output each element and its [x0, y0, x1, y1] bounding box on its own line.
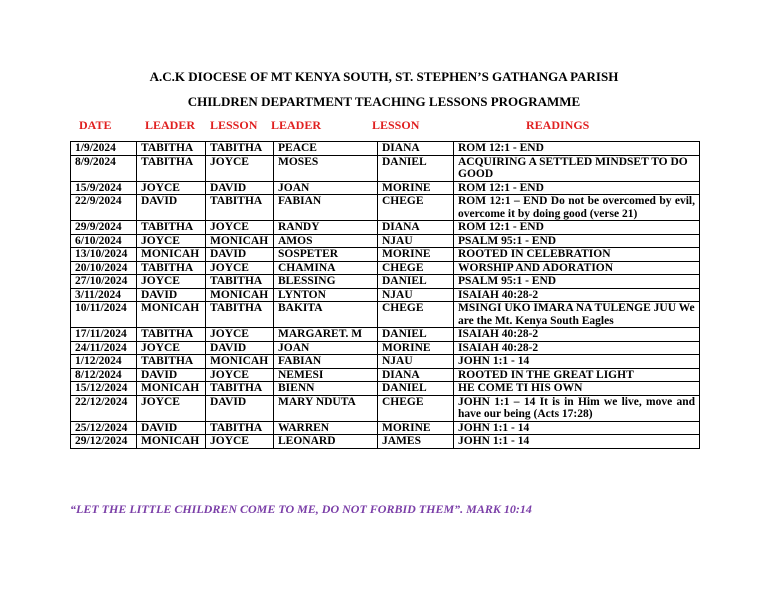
reading-cell: JOHN 1:1 - 14 [454, 421, 700, 435]
date-cell: 1/12/2024 [71, 355, 137, 369]
date-cell: 22/12/2024 [71, 395, 137, 421]
leader-cell: BLESSING [274, 275, 378, 289]
lesson-cell: DANIEL [378, 275, 454, 289]
date-cell: 6/10/2024 [71, 234, 137, 248]
leader-cell: JOYCE [137, 181, 206, 195]
leader-cell: MONICAH [137, 248, 206, 262]
date-cell: 8/9/2024 [71, 155, 137, 181]
lesson-cell: JOYCE [206, 328, 274, 342]
reading-cell: ACQUIRING A SETTLED MINDSET TO DO GOOD [454, 155, 700, 181]
lesson-cell: JAMES [378, 435, 454, 449]
date-cell: 29/9/2024 [71, 221, 137, 235]
reading-cell: ROM 12:1 - END [454, 142, 700, 156]
column-header-date: DATE [79, 118, 112, 132]
document-subtitle: CHILDREN DEPARTMENT TEACHING LESSONS PROGRAMME [187, 94, 581, 109]
lesson-cell: MONICAH [206, 234, 274, 248]
lesson-cell: DIANA [378, 221, 454, 235]
lesson-cell: CHEGE [378, 302, 454, 328]
table-row [71, 275, 700, 289]
date-cell: 17/11/2024 [71, 328, 137, 342]
leader-cell: MARGARET. M [274, 328, 378, 342]
leader-cell: DAVID [137, 368, 206, 382]
lesson-cell: DAVID [206, 181, 274, 195]
table-row [71, 421, 700, 435]
table-row [71, 355, 700, 369]
leader-cell: TABITHA [137, 155, 206, 181]
reading-cell: WORSHIP AND ADORATION [454, 261, 700, 275]
lesson-cell: MORINE [378, 248, 454, 262]
table-row [71, 261, 700, 275]
leader-cell: JOYCE [137, 395, 206, 421]
lesson-cell: DAVID [206, 395, 274, 421]
leader-cell: JOAN [274, 181, 378, 195]
leader-cell: RANDY [274, 221, 378, 235]
leader-cell: AMOS [274, 234, 378, 248]
lesson-cell: DIANA [378, 368, 454, 382]
leader-cell: MOSES [274, 155, 378, 181]
column-header-lesson-2: LESSON [372, 118, 420, 132]
lesson-cell: TABITHA [206, 275, 274, 289]
date-cell: 20/10/2024 [71, 261, 137, 275]
date-cell: 8/12/2024 [71, 368, 137, 382]
leader-cell: PEACE [274, 142, 378, 156]
lesson-cell: MORINE [378, 341, 454, 355]
lesson-cell: MONICAH [206, 288, 274, 302]
lesson-cell: TABITHA [206, 382, 274, 396]
leader-cell: TABITHA [137, 221, 206, 235]
leader-cell: BIENN [274, 382, 378, 396]
table-row [71, 142, 700, 156]
reading-cell: JOHN 1:1 – 14 It is in Him we live, move and have our being (Acts 17:28) [454, 395, 700, 421]
leader-cell: JOYCE [137, 275, 206, 289]
lesson-cell: JOYCE [206, 221, 274, 235]
table-row [71, 302, 700, 328]
table-row [71, 181, 700, 195]
reading-cell: HE COME TI HIS OWN [454, 382, 700, 396]
date-cell: 22/9/2024 [71, 195, 137, 221]
lesson-cell: DANIEL [378, 155, 454, 181]
date-cell: 25/12/2024 [71, 421, 137, 435]
leader-cell: MONICAH [137, 382, 206, 396]
lesson-cell: JOYCE [206, 261, 274, 275]
lesson-cell: JOYCE [206, 368, 274, 382]
leader-cell: NEMESI [274, 368, 378, 382]
lesson-cell: CHEGE [378, 261, 454, 275]
leader-cell: CHAMINA [274, 261, 378, 275]
lesson-cell: TABITHA [206, 302, 274, 328]
table-row [71, 395, 700, 421]
lesson-cell: CHEGE [378, 195, 454, 221]
table-row [71, 368, 700, 382]
lesson-cell: CHEGE [378, 395, 454, 421]
lesson-cell: NJAU [378, 355, 454, 369]
leader-cell: TABITHA [137, 328, 206, 342]
date-cell: 24/11/2024 [71, 341, 137, 355]
document-title: A.C.K DIOCESE OF MT KENYA SOUTH, ST. STEPHEN’S GATHANGA PARISH [149, 69, 619, 84]
table-row [71, 382, 700, 396]
leader-cell: DAVID [137, 288, 206, 302]
table-row [71, 221, 700, 235]
reading-cell: MSINGI UKO IMARA NA TULENGE JUU We are the Mt. Kenya South Eagles [454, 302, 700, 328]
leader-cell: LYNTON [274, 288, 378, 302]
lesson-cell: TABITHA [206, 195, 274, 221]
lessons-table-body [71, 142, 700, 449]
date-cell: 29/12/2024 [71, 435, 137, 449]
table-row [71, 435, 700, 449]
lesson-cell: DAVID [206, 341, 274, 355]
lesson-cell: TABITHA [206, 421, 274, 435]
leader-cell: TABITHA [137, 355, 206, 369]
date-cell: 10/11/2024 [71, 302, 137, 328]
lesson-cell: DIANA [378, 142, 454, 156]
table-row [71, 234, 700, 248]
lesson-cell: MORINE [378, 421, 454, 435]
lesson-cell: DAVID [206, 248, 274, 262]
reading-cell: JOHN 1:1 - 14 [454, 355, 700, 369]
date-cell: 13/10/2024 [71, 248, 137, 262]
leader-cell: MONICAH [137, 302, 206, 328]
leader-cell: DAVID [137, 195, 206, 221]
leader-cell: MONICAH [137, 435, 206, 449]
column-header-lesson-1: LESSON [210, 118, 258, 132]
leader-cell: JOYCE [137, 234, 206, 248]
footer-verse: “LET THE LITTLE CHILDREN COME TO ME, DO NOT FORBID THEM”. MARK 10:14 [70, 502, 532, 516]
reading-cell: ISAIAH 40:28-2 [454, 341, 700, 355]
leader-cell: SOSPETER [274, 248, 378, 262]
reading-cell: ROOTED IN THE GREAT LIGHT [454, 368, 700, 382]
table-row [71, 248, 700, 262]
table-row [71, 328, 700, 342]
leader-cell: BAKITA [274, 302, 378, 328]
lessons-table [70, 141, 700, 449]
reading-cell: ROOTED IN CELEBRATION [454, 248, 700, 262]
date-cell: 27/10/2024 [71, 275, 137, 289]
leader-cell: LEONARD [274, 435, 378, 449]
leader-cell: FABIAN [274, 355, 378, 369]
table-row [71, 288, 700, 302]
lesson-cell: MORINE [378, 181, 454, 195]
column-header-leader-2: LEADER [271, 118, 322, 132]
date-cell: 3/11/2024 [71, 288, 137, 302]
leader-cell: JOYCE [137, 341, 206, 355]
reading-cell: ROM 12:1 – END Do not be overcomed by evil, overcome it by doing good (verse 21) [454, 195, 700, 221]
lesson-cell: MONICAH [206, 355, 274, 369]
column-header-readings: READINGS [526, 118, 590, 132]
leader-cell: DAVID [137, 421, 206, 435]
lesson-cell: DANIEL [378, 328, 454, 342]
lesson-cell: DANIEL [378, 382, 454, 396]
reading-cell: PSALM 95:1 - END [454, 234, 700, 248]
leader-cell: TABITHA [137, 261, 206, 275]
date-cell: 15/9/2024 [71, 181, 137, 195]
table-row [71, 195, 700, 221]
leader-cell: JOAN [274, 341, 378, 355]
leader-cell: WARREN [274, 421, 378, 435]
reading-cell: ISAIAH 40:28-2 [454, 328, 700, 342]
reading-cell: ROM 12:1 - END [454, 221, 700, 235]
table-row [71, 155, 700, 181]
date-cell: 1/9/2024 [71, 142, 137, 156]
lesson-cell: NJAU [378, 234, 454, 248]
leader-cell: MARY NDUTA [274, 395, 378, 421]
reading-cell: JOHN 1:1 - 14 [454, 435, 700, 449]
reading-cell: ROM 12:1 - END [454, 181, 700, 195]
column-header-leader-1: LEADER [145, 118, 196, 132]
leader-cell: FABIAN [274, 195, 378, 221]
table-row [71, 341, 700, 355]
leader-cell: TABITHA [137, 142, 206, 156]
lesson-cell: TABITHA [206, 142, 274, 156]
date-cell: 15/12/2024 [71, 382, 137, 396]
lesson-cell: JOYCE [206, 155, 274, 181]
lesson-cell: JOYCE [206, 435, 274, 449]
reading-cell: ISAIAH 40:28-2 [454, 288, 700, 302]
lesson-cell: NJAU [378, 288, 454, 302]
reading-cell: PSALM 95:1 - END [454, 275, 700, 289]
